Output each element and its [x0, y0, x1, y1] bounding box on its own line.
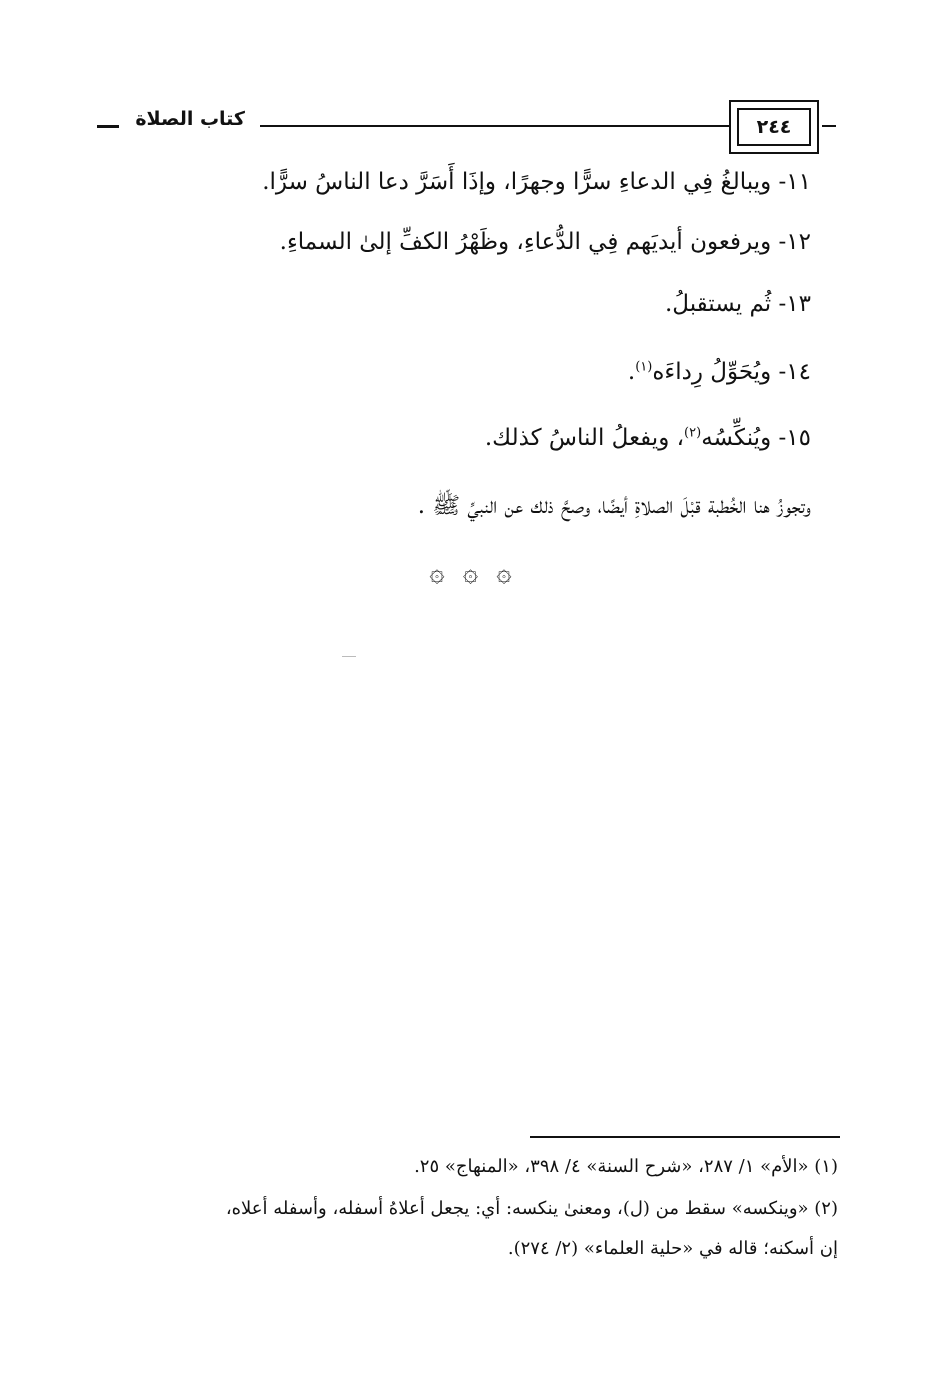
- body-line-15-rest: ، ويفعلُ الناسُ كذلك.: [484, 425, 685, 451]
- footnote-separator: [530, 1136, 840, 1138]
- footnote-2-line-2: إن أسكنه؛ قاله في «حلية العلماء» (٢/ ٢٧٤).: [507, 1238, 838, 1259]
- body-line-14: [171, 358, 811, 388]
- running-header: [0, 92, 941, 162]
- header-title: كتاب الصلاة: [135, 108, 245, 130]
- page-number: ٢٤٤: [737, 108, 811, 146]
- body-line-14-text: ١٤- ويُحَوِّلُ رِداءَه: [652, 359, 811, 385]
- body-line-15-text: ١٥- ويُنكِّسُه: [701, 425, 811, 451]
- section-end-ornaments: [0, 558, 941, 588]
- header-rule-right-tick: [822, 125, 836, 127]
- scan-speck: [342, 656, 356, 657]
- ornament-star-icon: ۞: [462, 558, 479, 588]
- ornament-star-icon: ۞: [429, 558, 445, 588]
- footnote-2-line-1: (٢) «وينكسه» سقط من (ل)، ومعنىٰ ينكسه: أي: يجعل أعلاهُ أسفله، وأسفله أعلاه،: [225, 1198, 838, 1219]
- body-line-15: [171, 424, 811, 454]
- body-line-14-end: .: [627, 359, 636, 385]
- body-line-11: ١١- ويبالغُ فِي الدعاءِ سرًّا وجهرًا، وإذَا أَسَرَّ دعا الناسُ سرًّا.: [262, 169, 811, 195]
- body-paragraph-khutba: وتجوزُ هنا الخُطبة قبْلَ الصلاةِ أيضًا، وصحَّ ذلك عن النبيِّ ﷺ .: [417, 493, 811, 519]
- footnote-ref-1: (١): [635, 359, 653, 375]
- footnote-1: (١) «الأم» ١/ ٢٨٧، «شرح السنة» ٤/ ٣٩٨، «المنهاج» ٢٥.: [414, 1156, 838, 1177]
- footnote-ref-2: (٢): [684, 425, 702, 441]
- body-line-13: ١٣- ثُم يستقبلُ.: [665, 291, 811, 317]
- header-rule-left-dash: [97, 125, 119, 128]
- ornament-star-icon: ۞: [496, 558, 512, 588]
- header-rule-long: [260, 125, 730, 127]
- body-line-12: ١٢- ويرفعون أيديَهم فِي الدُّعاءِ، وظَهْرُ الكفِّ إلىٰ السماءِ.: [279, 229, 811, 255]
- page-number-box: [729, 100, 819, 154]
